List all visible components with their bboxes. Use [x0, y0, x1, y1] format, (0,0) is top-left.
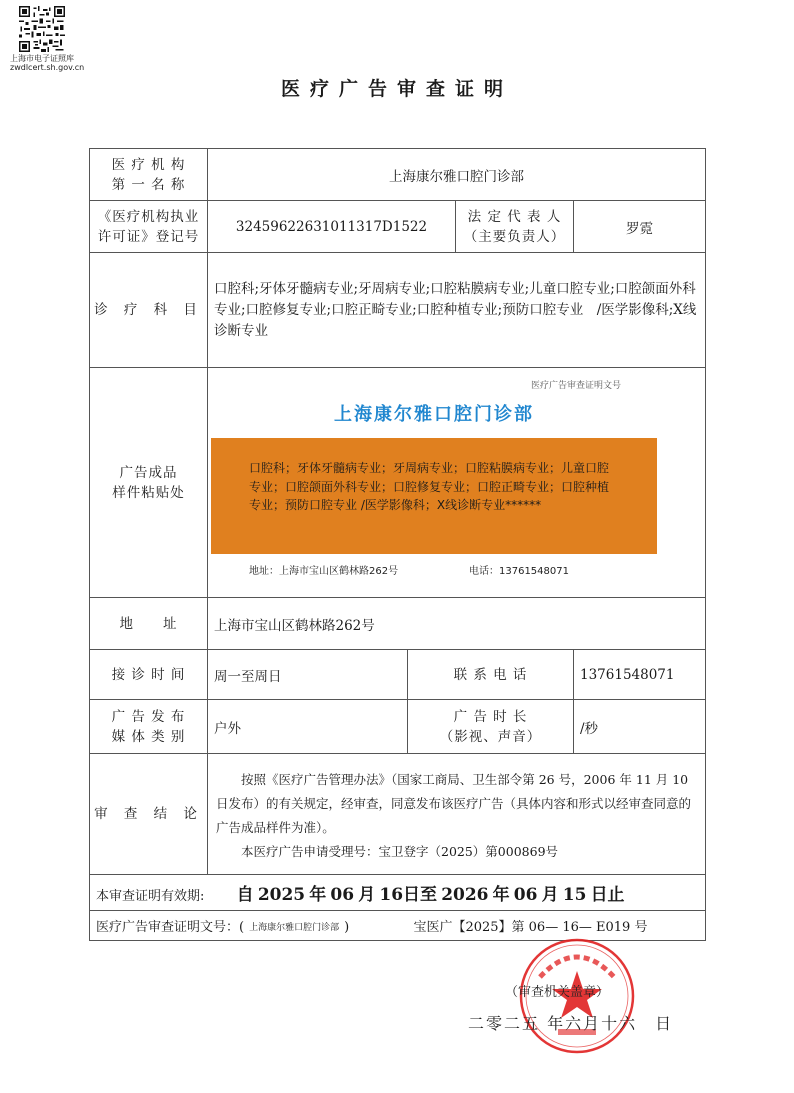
conclusion-label: 审 查 结 论	[90, 754, 208, 875]
validity-start-day: 16	[379, 885, 404, 905]
hours-value: 周一至周日	[208, 650, 408, 700]
phone-value: 13761548071	[574, 650, 706, 700]
validity-start-month: 06	[330, 885, 355, 905]
row-license	[90, 201, 706, 253]
phone-label: 联 系 电 话	[408, 650, 574, 700]
ad-sample-wrapper	[208, 368, 705, 597]
ad-phone: 电话：13761548071	[469, 566, 569, 577]
license-number: 32459622631011317D1522	[208, 201, 456, 253]
conclusion-text	[208, 754, 706, 875]
qr-caption-line2: zwdlcert.sh.gov.cn	[10, 63, 85, 72]
ad-sample-image	[211, 374, 671, 588]
cert-no-inner: 上海康尔雅口腔门诊部	[249, 922, 340, 933]
cert-no-value: 宝医广【2025】第 06— 16— E019 号	[413, 920, 648, 935]
validity-end-month: 06	[513, 885, 538, 905]
row-hours	[90, 650, 706, 700]
sample-label: 广告成品 样件粘贴处	[90, 368, 208, 598]
validity-start-year: 2025	[257, 885, 306, 905]
media-value: 户外	[208, 700, 408, 754]
duration-label: 广 告 时 长 （影视、声音）	[408, 700, 574, 754]
ad-orange-band	[211, 438, 657, 554]
media-label: 广 告 发 布 媒 体 类 别	[90, 700, 208, 754]
row-conclusion	[90, 754, 706, 875]
cert-no-label: 医疗广告审查证明文号：(	[96, 920, 245, 935]
hours-label: 接 诊 时 间	[90, 650, 208, 700]
qr-code	[14, 6, 70, 52]
ad-cert-no-label: 医疗广告审查证明文号	[530, 381, 621, 391]
license-label: 《医疗机构执业 许可证》登记号	[90, 201, 208, 253]
qr-caption	[10, 54, 84, 72]
certificate-table	[89, 148, 706, 941]
address-value: 上海市宝山区鹤林路262号	[208, 598, 706, 650]
scope-label: 诊 疗 科 目	[90, 253, 208, 368]
qr-caption-line1: 上海市电子证照库	[10, 54, 74, 63]
row-institution	[90, 149, 706, 201]
row-address	[90, 598, 706, 650]
issue-date: 二零二五 年六月十六 日	[468, 1014, 674, 1033]
row-cert-no	[90, 911, 706, 941]
cert-number-line: 医疗广告审查证明文号：( 上海康尔雅口腔门诊部 ) 宝医广【2025】第 06— 16— E019 号	[90, 911, 706, 941]
conclusion-para1: 按照《医疗广告管理办法》（国家工商局、卫生部令第 26 号，2006 年 11 月 10 日发布）的有关规定，经审查，同意发布该医疗广告（具体内容和形式以经审查同意的广告成品样件为准）。	[216, 772, 692, 835]
row-scope	[90, 253, 706, 368]
validity-end-year: 2026	[441, 885, 489, 905]
institution-name: 上海康尔雅口腔门诊部	[208, 149, 706, 201]
duration-value: /秒	[574, 700, 706, 754]
legal-rep-name: 罗霓	[574, 201, 706, 253]
address-label: 地 址	[90, 598, 208, 650]
sample-cell	[208, 368, 706, 598]
row-validity	[90, 875, 706, 911]
document-title: 医疗广告审查证明	[280, 78, 513, 100]
row-media	[90, 700, 706, 754]
ad-title: 上海康尔雅口腔门诊部	[334, 404, 534, 425]
seal-caption: （审查机关盖章）	[505, 985, 610, 1000]
scope-value: 口腔科;牙体牙髓病专业;牙周病专业;口腔粘膜病专业;儿童口腔专业;口腔颌面外科专业;口腔修复专业;口腔正畸专业;口腔种植专业;预防口腔专业 /医学影像科;X线诊断专业	[208, 253, 706, 368]
validity-label: 本审查证明有效期:	[96, 889, 205, 904]
legal-rep-label: 法 定 代 表 人 （主要负责人）	[456, 201, 574, 253]
conclusion-para2: 本医疗广告申请受理号：宝卫登字（2025）第000869号	[241, 844, 559, 859]
validity-end-day: 15	[562, 885, 587, 905]
validity-period: 本审查证明有效期: 自 2025 年 06 月 16日至 2026 年 06 月 15 日止	[90, 875, 706, 911]
row-sample	[90, 368, 706, 598]
institution-label: 医 疗 机 构 第 一 名 称	[90, 149, 208, 201]
ad-address: 地址：上海市宝山区鹤林路262号	[249, 566, 399, 577]
ad-body-text: 口腔科；牙体牙髓病专业；牙周病专业；口腔粘膜病专业；儿童口腔专业；口腔颌面外科专业；口腔修复专业；口腔正畸专业；口腔种植专业；预防口腔专业 /医学影像科；X线诊断专业******	[249, 461, 610, 512]
